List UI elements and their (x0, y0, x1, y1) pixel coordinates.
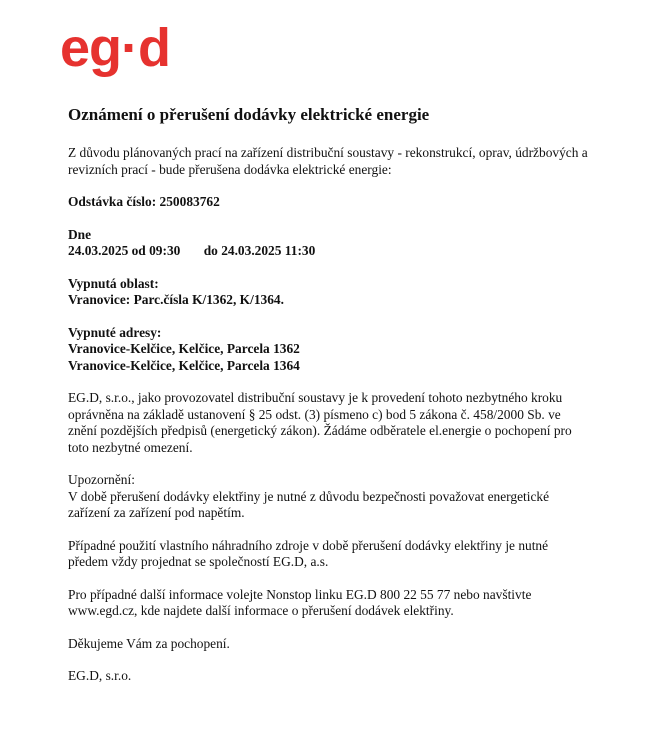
address-item: Vranovice-Kelčice, Kelčice, Parcela 1364 (68, 357, 300, 373)
outage-date (68, 227, 588, 260)
date-to: do 24.03.2025 11:30 (203, 243, 316, 258)
warning-block (68, 472, 588, 522)
addresses-heading: Vypnuté adresy: (68, 324, 162, 340)
area-value: Vranovice: Parc.čísla K/1362, K/1364. (68, 292, 284, 307)
outage-area (68, 276, 588, 309)
intro-text: Z důvodu plánovaných prací na zařízení distribuční soustavy - rekonstrukcí, oprav, údržbových a revizních prací - bude přerušena dodávka elektrické energie: (68, 145, 588, 177)
area-heading: Vypnutá oblast: (68, 275, 159, 291)
egd-logo (60, 22, 190, 82)
outage-number-label: Odstávka číslo: (68, 194, 157, 209)
signature: EG.D, s.r.o. (68, 668, 132, 683)
generator-text: Případné použití vlastního náhradního zdroje v době přerušení dodávky elektřiny je nutné předem vždy projednat se společností EG.D, a.s. (68, 537, 549, 569)
address-item: Vranovice-Kelčice, Kelčice, Parcela 1362 (68, 341, 300, 356)
notice (68, 104, 588, 685)
legal-text: EG.D, s.r.o., jako provozovatel distribuční soustavy je k provedení tohoto nezbytného kroku oprávněna na základě ustanovení § 25 odst. (3) písmeno c) bod 5 zákona č. 458/2000 Sb. ve znění pozdějších předpisů (energetický zákon). Žádáme odběratele el.energie o pochopení pro toto nezbytné omezení. (68, 390, 572, 455)
date-from: 24.03.2025 od 09:30 (68, 243, 181, 258)
thanks-text: Děkujeme Vám za pochopení. (68, 635, 230, 651)
date-heading: Dne (68, 226, 92, 242)
outage-number (68, 194, 588, 211)
page-title: Oznámení o přerušení dodávky elektrické energie (68, 105, 430, 124)
outage-number-value: 250083762 (159, 194, 220, 209)
warning-text: V době přerušení dodávky elektřiny je nutné z důvodu bezpečnosti považovat energetické zařízení za zařízení pod napětím. (68, 488, 550, 520)
egd-logo-text: eg·d (60, 22, 170, 78)
outage-addresses (68, 325, 588, 375)
date-range (68, 243, 588, 260)
warning-heading: Upozornění: (68, 472, 135, 487)
info-text: Pro případné další informace volejte Nonstop linku EG.D 800 22 55 77 nebo navštivte www.egd.cz, kde najdete další informace o přerušení dodávek elektřiny. (68, 586, 532, 618)
